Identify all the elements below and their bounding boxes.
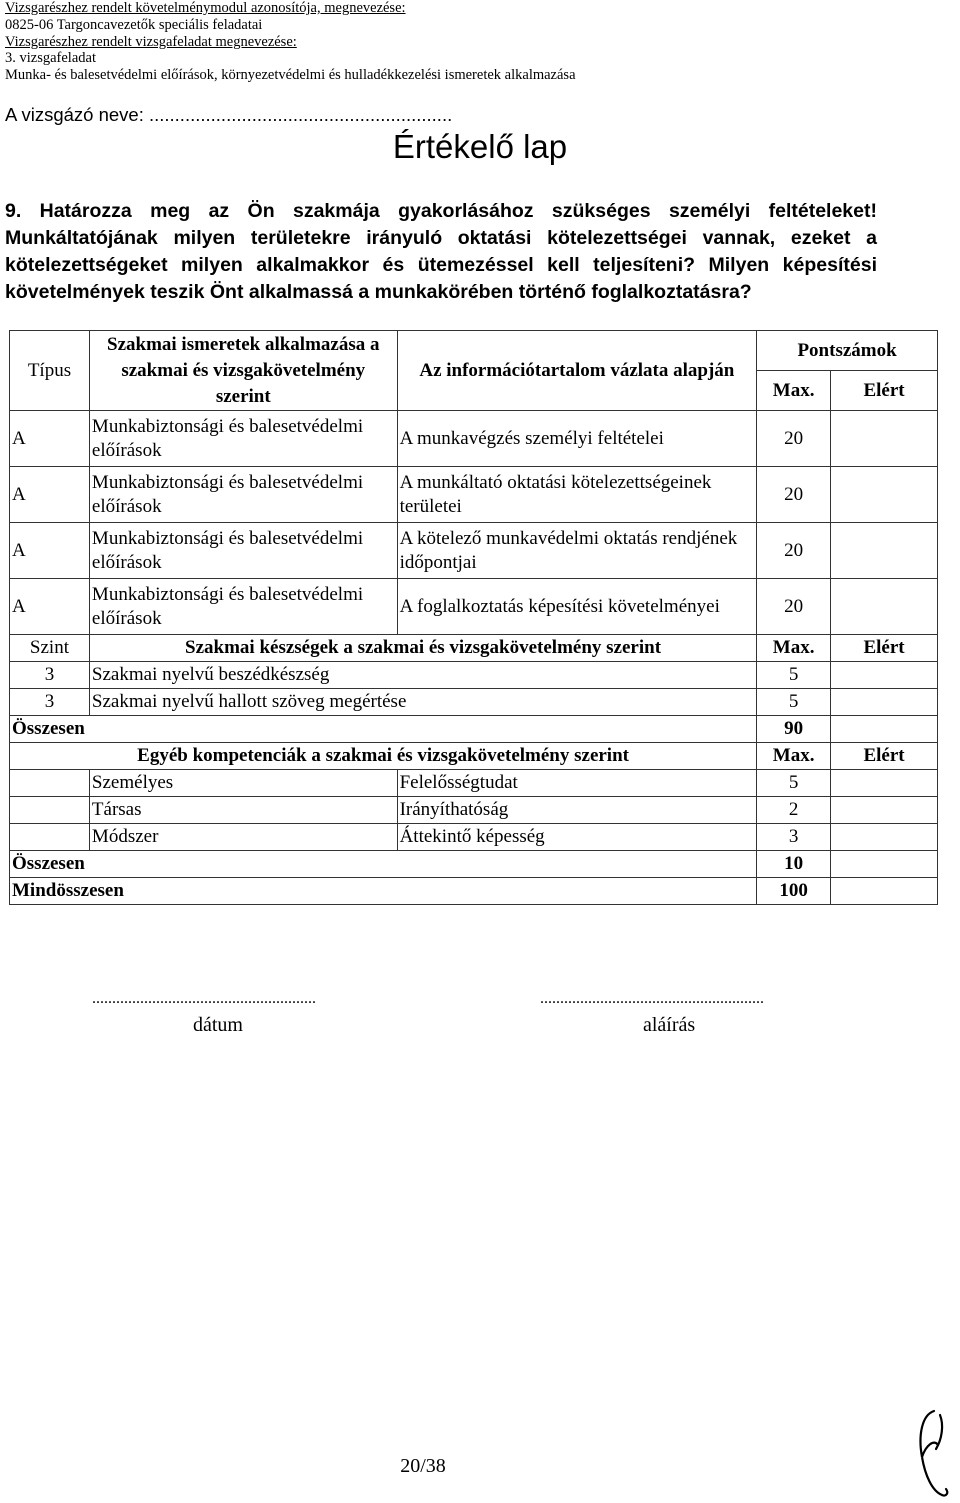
row-outline: A munkáltató oktatási kötelezettségeinek területei bbox=[397, 467, 757, 523]
competence-achieved bbox=[831, 797, 938, 824]
evaluation-table bbox=[9, 330, 938, 905]
row-outline: A munkavégzés személyi feltételei bbox=[397, 411, 757, 467]
skills-level-header: Szint bbox=[10, 635, 90, 662]
row-outline: A kötelező munkavédelmi oktatás rendjének időpontjai bbox=[397, 523, 757, 579]
competence-category: Módszer bbox=[89, 824, 397, 851]
table-row bbox=[10, 824, 938, 851]
row-type: A bbox=[10, 523, 90, 579]
row-outline: A foglalkoztatás képesítési követelményei bbox=[397, 579, 757, 635]
skills-header: Szakmai készségek a szakmai és vizsgakövetelmény szerint bbox=[89, 635, 756, 662]
other-max-header: Max. bbox=[757, 743, 831, 770]
competence-achieved bbox=[831, 824, 938, 851]
handwritten-signature bbox=[912, 1405, 952, 1501]
competence-category: Társas bbox=[89, 797, 397, 824]
subtotal-label: Összesen bbox=[10, 716, 757, 743]
grand-total-achieved bbox=[831, 878, 938, 905]
col-type-header: Típus bbox=[10, 331, 90, 411]
col-knowledge-header: Szakmai ismeretek alkalmazása a szakmai és vizsgakövetelmény szerint bbox=[89, 331, 397, 411]
subtotal-label: Összesen bbox=[10, 851, 757, 878]
page-title: Értékelő lap bbox=[392, 128, 568, 165]
skill-name: Szakmai nyelvű hallott szöveg megértése bbox=[89, 689, 756, 716]
table-row bbox=[10, 689, 938, 716]
candidate-name-line: A vizsgázó neve: ........................................................... bbox=[5, 104, 453, 125]
competence-category: Személyes bbox=[89, 770, 397, 797]
subtotal-max: 90 bbox=[757, 716, 831, 743]
table-row bbox=[10, 797, 938, 824]
table-row bbox=[10, 662, 938, 689]
skills-max-header: Max. bbox=[757, 635, 831, 662]
skill-max: 5 bbox=[757, 662, 831, 689]
table-row bbox=[10, 411, 938, 467]
competence-name: Irányíthatóság bbox=[397, 797, 757, 824]
skill-achieved bbox=[831, 662, 938, 689]
competence-max: 2 bbox=[757, 797, 831, 824]
row-max: 20 bbox=[757, 467, 831, 523]
col-points-header: Pontszámok bbox=[757, 331, 938, 371]
grand-total-max: 100 bbox=[757, 878, 831, 905]
header-module-label: Vizsgarészhez rendelt követelménymodul azonosítója, megnevezése: bbox=[5, 0, 406, 16]
col-achieved-header: Elért bbox=[831, 371, 938, 411]
signature-line: ........................................................ bbox=[540, 990, 764, 1007]
table-row bbox=[10, 579, 938, 635]
header-module-name: 0825-06 Targoncavezetők speciális feladatai bbox=[5, 16, 263, 33]
subtotal-achieved bbox=[831, 851, 938, 878]
row-type: A bbox=[10, 579, 90, 635]
table-row bbox=[10, 467, 938, 523]
competence-max: 5 bbox=[757, 770, 831, 797]
header-task-label: Vizsgarészhez rendelt vizsgafeladat megnevezése: bbox=[5, 33, 297, 50]
page-number: 20/38 bbox=[400, 1455, 446, 1477]
row-max: 20 bbox=[757, 411, 831, 467]
row-achieved bbox=[831, 467, 938, 523]
row-topic: Munkabiztonsági és balesetvédelmi előírások bbox=[89, 523, 397, 579]
row-achieved bbox=[831, 411, 938, 467]
row-topic: Munkabiztonsági és balesetvédelmi előírások bbox=[89, 579, 397, 635]
skill-name: Szakmai nyelvű beszédkészség bbox=[89, 662, 756, 689]
subtotal-max: 10 bbox=[757, 851, 831, 878]
date-line: ........................................................ bbox=[92, 990, 316, 1007]
header-task-name: Munka- és balesetvédelmi előírások, környezetvédelmi és hulladékkezelési ismeretek alkalmazása bbox=[5, 67, 576, 84]
row-max: 20 bbox=[757, 523, 831, 579]
table-row bbox=[10, 770, 938, 797]
grand-total-label: Mindösszesen bbox=[10, 878, 757, 905]
competence-max: 3 bbox=[757, 824, 831, 851]
row-achieved bbox=[831, 523, 938, 579]
subtotal-achieved bbox=[831, 716, 938, 743]
skills-achieved-header: Elért bbox=[831, 635, 938, 662]
other-achieved-header: Elért bbox=[831, 743, 938, 770]
header-task-number: 3. vizsgafeladat bbox=[5, 50, 96, 67]
other-competences-header: Egyéb kompetenciák a szakmai és vizsgakövetelmény szerint bbox=[10, 743, 757, 770]
row-type: A bbox=[10, 467, 90, 523]
skill-level: 3 bbox=[10, 662, 90, 689]
document-header bbox=[5, 0, 576, 84]
skill-max: 5 bbox=[757, 689, 831, 716]
col-max-header: Max. bbox=[757, 371, 831, 411]
signature-label: aláírás bbox=[643, 1014, 696, 1036]
row-achieved bbox=[831, 579, 938, 635]
row-max: 20 bbox=[757, 579, 831, 635]
row-topic: Munkabiztonsági és balesetvédelmi előírások bbox=[89, 411, 397, 467]
skill-achieved bbox=[831, 689, 938, 716]
row-type: A bbox=[10, 411, 90, 467]
row-topic: Munkabiztonsági és balesetvédelmi előírások bbox=[89, 467, 397, 523]
skill-level: 3 bbox=[10, 689, 90, 716]
competence-name: Áttekintő képesség bbox=[397, 824, 757, 851]
date-label: dátum bbox=[193, 1014, 243, 1036]
competence-name: Felelősségtudat bbox=[397, 770, 757, 797]
competence-achieved bbox=[831, 770, 938, 797]
col-outline-header: Az információtartalom vázlata alapján bbox=[397, 331, 757, 411]
question-text: 9. Határozza meg az Ön szakmája gyakorlásához szükséges személyi feltételeket! Munkáltatójának milyen területekre irányuló oktatási kötelezettségei vannak, ezeket a kötelezettségeket milyen alkalmakkor és ütemezéssel kell teljesíteni? Milyen képesítési követelmények teszik Önt alkalmassá a munkakörében történő foglalkoztatásra? bbox=[5, 200, 877, 303]
table-row bbox=[10, 523, 938, 579]
